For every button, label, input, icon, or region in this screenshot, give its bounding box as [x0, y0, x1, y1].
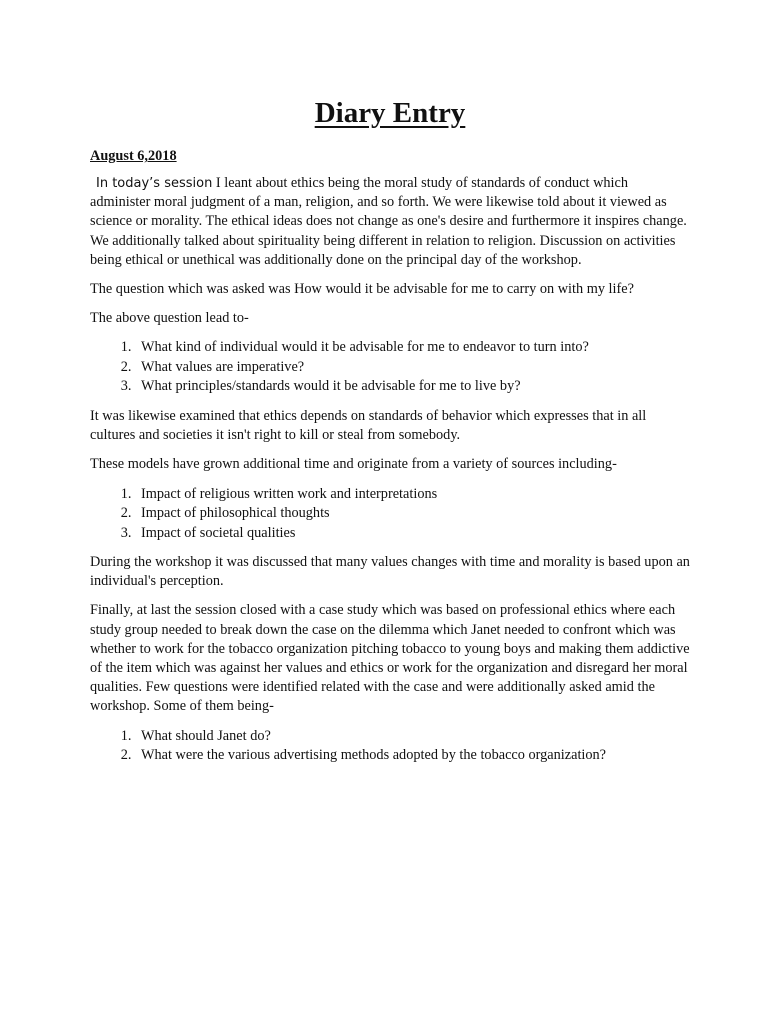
final-paragraph: Finally, at last the session closed with a case study which was based on professional ethics where each study group needed to break down the case on the dilemma which Janet needed to confront which was whether to work for the tobacco organization pitching tobacco to young boys and making them addictive of the item which was against her values and ethics or work for the organization and disregard her moral qualities. Few questions were identified related with the case and were additionally asked amid the workshop. Some of them being-: [90, 602, 690, 715]
list-item: 1. Impact of religious written work and interpretations: [135, 485, 690, 505]
list-item: 1. What should Janet do?: [135, 727, 690, 747]
question-paragraph: The question which was asked was How would it be advisable for me to carry on with my life?: [90, 281, 634, 298]
entry-date: August 6,2018: [90, 148, 177, 164]
intro-paragraph: [90, 174, 690, 270]
intro-lead-in: In today’s session: [96, 176, 213, 191]
document-page: [90, 95, 690, 776]
workshop-paragraph: During the workshop it was discussed that many values changes with time and morality is based upon an individual's perception.: [90, 554, 690, 590]
ethics-paragraph: It was likewise examined that ethics depends on standards of behavior which expresses that in all cultures and societies it isn't right to kill or steal from somebody.: [90, 407, 647, 444]
list-item: 3. What principles/standards would it be advisable for me to live by?: [135, 377, 690, 397]
questions-list: [90, 338, 690, 397]
list-item: 1. What kind of individual would it be advisable for me to endeavor to turn into?: [135, 338, 690, 358]
list-item: 2. Impact of philosophical thoughts: [135, 504, 690, 524]
lead-paragraph: The above question lead to-: [90, 310, 249, 327]
case-questions-list: [90, 727, 690, 766]
intro-text: I leant about ethics being the moral study of standards of conduct which administer moral judgment of a man, religion, and so forth. We were likewise told about it viewed as science or morality. The ethical ideas does not change as one's desire and furthermore it inspires change. We additionally talked about spirituality being different in relation to religion. Discussion on activities being ethical or unethical was additionally done on the principal day of the workshop.: [90, 175, 687, 268]
list-item: 2. What were the various advertising methods adopted by the tobacco organization?: [135, 746, 690, 766]
list-item: 2. What values are imperative?: [135, 358, 690, 378]
document-title: Diary Entry: [314, 97, 466, 129]
list-item: 3. Impact of societal qualities: [135, 524, 690, 544]
models-paragraph: These models have grown additional time and originate from a variety of sources including-: [90, 456, 617, 473]
sources-list: [90, 485, 690, 544]
